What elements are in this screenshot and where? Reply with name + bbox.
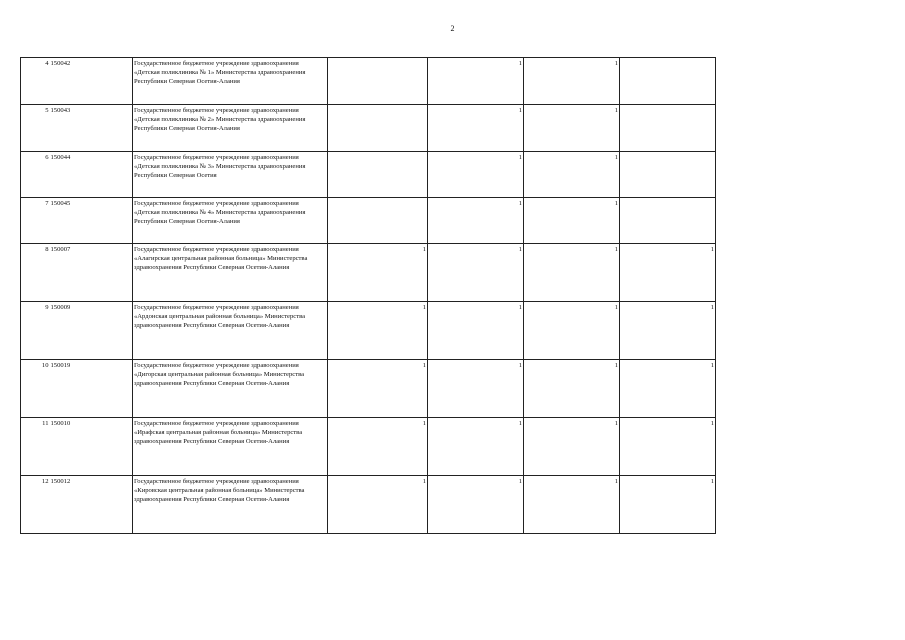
row-number: 6: [21, 152, 50, 198]
value-cell: 1: [524, 198, 620, 244]
org-code: 150042: [50, 58, 133, 105]
row-number: 4: [21, 58, 50, 105]
value-cell: 1: [328, 418, 428, 476]
registry-table: [20, 57, 716, 534]
org-name: Государственное бюджетное учреждение здравоохранения «Детская поликлиника № 2» Министерства здравоохранения Республики Северная Осетия-Алания: [133, 105, 328, 152]
value-cell: 1: [524, 58, 620, 105]
org-name: Государственное бюджетное учреждение здравоохранения «Алагирская центральная районная больница» Министерства здравоохранения Республики Северная Осетия-Алания: [133, 244, 328, 302]
value-cell: 1: [328, 360, 428, 418]
table-row: [21, 198, 716, 244]
value-cell: 1: [428, 152, 524, 198]
value-cell: 1: [428, 198, 524, 244]
value-cell: 1: [620, 302, 716, 360]
row-number: 11: [21, 418, 50, 476]
value-cell: 1: [328, 302, 428, 360]
value-cell: 1: [524, 302, 620, 360]
org-code: 150007: [50, 244, 133, 302]
value-cell: 1: [428, 58, 524, 105]
value-cell: 1: [428, 105, 524, 152]
value-cell: [328, 152, 428, 198]
table-row: [21, 360, 716, 418]
row-number: 7: [21, 198, 50, 244]
value-cell: [620, 198, 716, 244]
org-code: 150012: [50, 476, 133, 534]
org-name: Государственное бюджетное учреждение здравоохранения «Кировская центральная районная больница» Министерства здравоохранения Республики Северная Осетия-Алания: [133, 476, 328, 534]
value-cell: [620, 58, 716, 105]
table-row: [21, 476, 716, 534]
org-code: 150009: [50, 302, 133, 360]
row-number: 9: [21, 302, 50, 360]
value-cell: [620, 105, 716, 152]
value-cell: 1: [428, 302, 524, 360]
value-cell: 1: [524, 476, 620, 534]
value-cell: 1: [428, 476, 524, 534]
value-cell: 1: [328, 476, 428, 534]
value-cell: [328, 198, 428, 244]
table-row: [21, 58, 716, 105]
value-cell: 1: [328, 244, 428, 302]
table-row: [21, 418, 716, 476]
row-number: 8: [21, 244, 50, 302]
org-code: 150019: [50, 360, 133, 418]
row-number: 10: [21, 360, 50, 418]
row-number: 12: [21, 476, 50, 534]
page-number: 2: [450, 24, 455, 33]
org-name: Государственное бюджетное учреждение здравоохранения «Детская поликлиника № 3» Министерства здравоохранения Республики Северная Осетия: [133, 152, 328, 198]
value-cell: 1: [524, 152, 620, 198]
value-cell: 1: [524, 418, 620, 476]
table-row: [21, 244, 716, 302]
table-row: [21, 105, 716, 152]
value-cell: 1: [620, 360, 716, 418]
value-cell: 1: [428, 244, 524, 302]
value-cell: 1: [524, 244, 620, 302]
row-number: 5: [21, 105, 50, 152]
org-name: Государственное бюджетное учреждение здравоохранения «Ирафская центральная районная больница» Министерства здравоохранения Республики Северная Осетия-Алания: [133, 418, 328, 476]
value-cell: [620, 152, 716, 198]
org-name: Государственное бюджетное учреждение здравоохранения «Ардонская центральная районная больница» Министерства здравоохранения Республики Северная Осетия-Алания: [133, 302, 328, 360]
table-row: [21, 152, 716, 198]
value-cell: 1: [428, 360, 524, 418]
org-name: Государственное бюджетное учреждение здравоохранения «Дигорская центральная районная больница» Министерства здравоохранения Республики Северная Осетия-Алания: [133, 360, 328, 418]
org-code: 150043: [50, 105, 133, 152]
org-name: Государственное бюджетное учреждение здравоохранения «Детская поликлиника № 4» Министерства здравоохранения Республики Северная Осетия-Алания: [133, 198, 328, 244]
org-code: 150044: [50, 152, 133, 198]
value-cell: 1: [620, 418, 716, 476]
org-code: 150045: [50, 198, 133, 244]
value-cell: 1: [620, 476, 716, 534]
value-cell: 1: [428, 418, 524, 476]
value-cell: 1: [524, 360, 620, 418]
org-code: 150010: [50, 418, 133, 476]
table-row: [21, 302, 716, 360]
value-cell: [328, 105, 428, 152]
value-cell: 1: [620, 244, 716, 302]
value-cell: [328, 58, 428, 105]
value-cell: 1: [524, 105, 620, 152]
org-name: Государственное бюджетное учреждение здравоохранения «Детская поликлиника № 1» Министерства здравоохранения Республики Северная Осетия-Алания: [133, 58, 328, 105]
